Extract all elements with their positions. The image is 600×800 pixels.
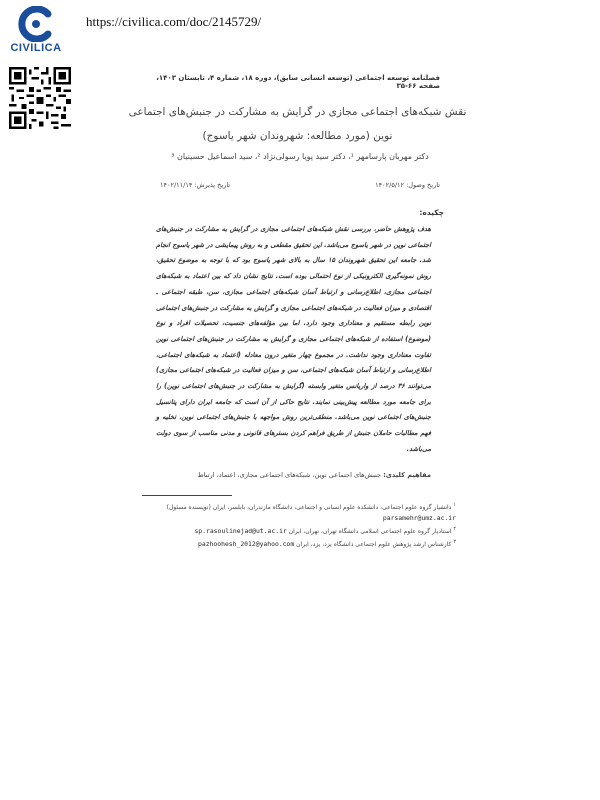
journal-citation: فصلنامه توسعه اجتماعی (توسعه انسانی سابق)، دوره ۱۸، شماره ۴، تابستان ۱۴۰۳، صفحه ۶۶-۳۵ (156, 74, 440, 90)
footnotes (142, 500, 456, 550)
footnote-divider (142, 495, 232, 496)
keywords-label: مفاهیم کلیدی: (383, 471, 431, 479)
footnote-email[interactable]: pazhoohesh_2012@yahoo.com (198, 540, 295, 548)
footnote-text: استادیار گروه علوم اجتماعی اسلامی دانشگاه تهران، تهران، ایران (288, 528, 452, 535)
footnote-1 (142, 500, 456, 524)
dates-row (160, 181, 440, 189)
abstract-heading: چکیده: (419, 208, 444, 217)
footnote-number: ۲ (453, 526, 456, 532)
footnote-2 (142, 524, 456, 537)
keywords-list: جنبش‌های اجتماعی نوین، شبکه‌های اجتماعی مجازی، اعتماد، ارتباط (197, 471, 382, 479)
keywords-line (156, 471, 431, 479)
logo-text: CIVILICA (10, 42, 62, 54)
accepted-date: تاریخ پذیرش: ۱۴۰۲/۱۱/۱۴ (160, 181, 231, 189)
authors-line: دکتر مهربان پارسامهر ¹، دکتر سید پویا رسولی‌نژاد ²، سید اسماعیل حسینیان ³ (171, 152, 429, 161)
footnote-3 (142, 537, 456, 550)
document-url[interactable]: https://civilica.com/doc/2145729/ (86, 14, 262, 29)
civilica-logo[interactable] (6, 6, 66, 56)
footnote-number: ۱ (453, 502, 456, 508)
footnote-text: کارشناس ارشد پژوهش علوم اجتماعی دانشگاه یزد، یزد، ایران (296, 541, 452, 548)
footnote-text: دانشیار گروه علوم اجتماعی، دانشکده علوم انسانی و اجتماعی، دانشگاه مازندران، بابلسر، ایران (نویسنده مسئول) (166, 504, 452, 511)
footnote-email[interactable]: parsamehr@umz.ac.ir (382, 514, 456, 522)
received-date: تاریخ وصول: ۱۴۰۲/۵/۱۲ (375, 181, 440, 189)
footnote-email[interactable]: sp.rasoulinejad@ut.ac.ir (194, 527, 287, 535)
article-title: نقش شبکه‌های اجتماعی مجازی در گرایش به مشارکت در جنبش‌های اجتماعی نوین (مورد مطالعه: شهروندان شهر یاسوج) (128, 106, 467, 142)
abstract-body: هدف پژوهش حاضر، بررسی نقش شبکه‌های اجتماعی مجازی در گرایش به مشارکت در جنبش‌های اجتماعی نوین در شهر یاسوج می‌باشد. این تحقیق مقطعی و به روش پیمایشی در شهر یاسوج انجام شد. جامعه این تحقیق شهروندان ۱۵ سال به بالای شهر یاسوج بود که با توجه به موضوع تحقیق، روش نمونه‌گیری الکترونیکی از نوع احتمالی بوده است. نتایج نشان داد که بین اعتماد به شبکه‌های اجتماعی مجازی، اطلاع‌رسانی و ارتباط آسان شبکه‌های اجتماعی مجازی، سن، طبقه اجتماعی ـ اقتصادی و میزان فعالیت در شبکه‌های اجتماعی مجازی و گرایش به مشارکت در جنبش‌های اجتماعی نوین رابطه مستقیم و معناداری وجود دارد. اما بین مؤلفه‌های جنسیت، تحصیلات افراد و نوع (موضوع) استفاده از شبکه‌های اجتماعی مجازی و گرایش به مشارکت در جنبش‌های اجتماعی نوین تفاوت معناداری وجود نداشت. در مجموع چهار متغیر درون معادله (اعتماد به شبکه‌های اجتماعی، اطلاع‌رسانی و ارتباط آسان شبکه‌های اجتماعی، سن و میزان فعالیت در شبکه‌های اجتماعی مجازی) می‌توانند ۳۶ درصد از واریانس متغیر وابسته (گرایش به مشارکت در جنبش‌های اجتماعی نوین) را برای جامعه مورد مطالعه پیش‌بینی نمایند. نتایج حاکی از آن است که جامعه ایران دارای پتانسیل جنبش‌های اجتماعی نوین می‌باشد. منطقی‌ترین روش مواجهه با جنبش‌های اجتماعی نوین، تخلیه و فهم مطالبات حاملان جنبش از طریق فراهم کردن بسترهای قانونی و مدنی مناسب از سوی دولت می‌باشد. (156, 225, 432, 453)
footnote-number: ۳ (453, 539, 456, 545)
qr-code-icon (9, 67, 71, 129)
civilica-c-icon (16, 6, 56, 42)
